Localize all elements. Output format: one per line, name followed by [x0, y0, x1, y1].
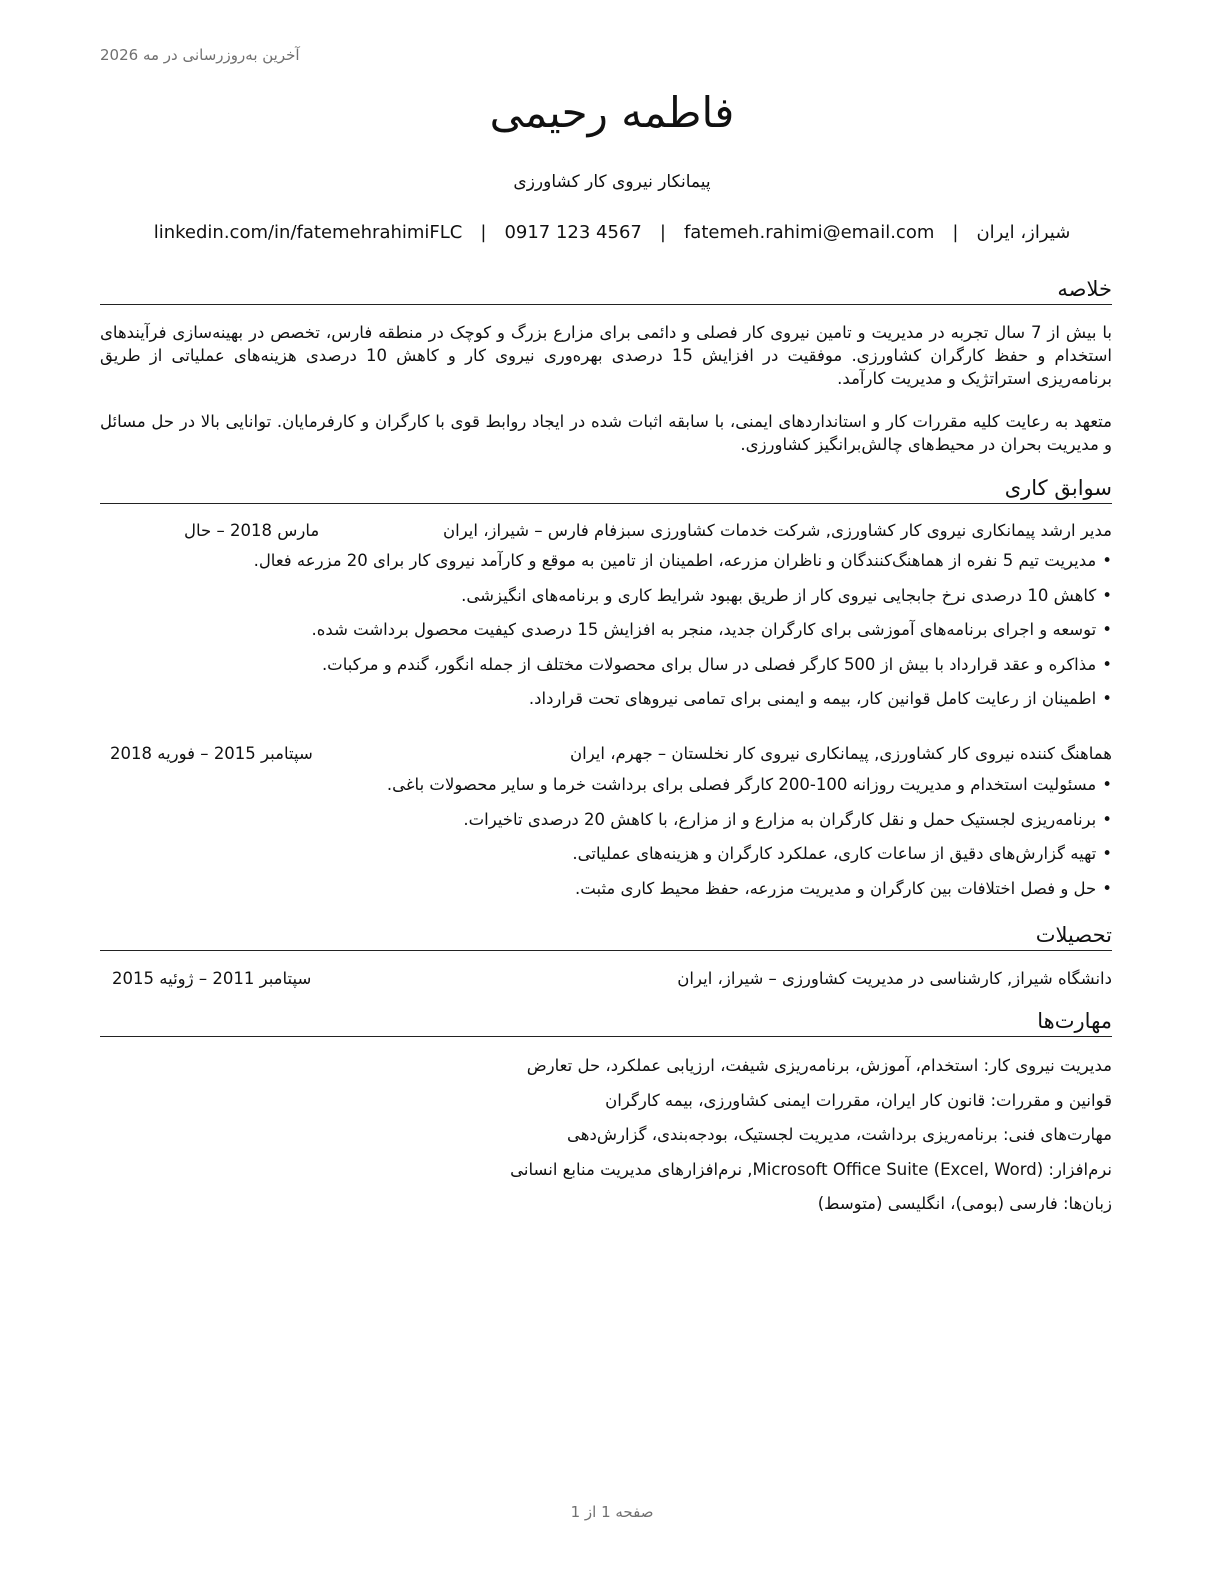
skill-item: نرم‌افزار: Microsoft Office Suite (Excel, Word), نرم‌افزارهای مدیریت منابع انسانی: [510, 1159, 1112, 1179]
section-heading-summary: خلاصه: [100, 276, 1112, 305]
contact-separator: |: [480, 222, 487, 243]
page-number: صفحه 1 از 1: [570, 1503, 654, 1521]
contact-line: [100, 222, 1124, 243]
job-bullets: [100, 773, 1112, 911]
skill-item: قوانین و مقررات: قانون کار ایران، مقررات ایمنی کشاورزی، بیمه کارگران: [605, 1090, 1112, 1110]
contact-email[interactable]: fatemeh.rahimi@email.com: [683, 222, 935, 243]
education-dates: سپتامبر 2011 – ژوئیه 2015: [112, 969, 312, 988]
list-item: •تهیه گزارش‌های دقیق از ساعات کاری، عملکرد کارگران و هزینه‌های عملیاتی.: [572, 844, 1112, 863]
skill-item: مدیریت نیروی کار: استخدام، آموزش، برنامه‌ریزی شیفت، ارزیابی عملکرد، حل تعارض: [526, 1056, 1112, 1075]
job-header: [100, 742, 1112, 766]
list-item: •اطمینان از رعایت کامل قوانین کار، بیمه و ایمنی برای تمامی نیروهای تحت قرارداد.: [528, 689, 1112, 708]
candidate-name: فاطمه رحیمی: [489, 88, 735, 137]
section-heading-experience: سوابق کاری: [100, 475, 1112, 504]
job-role: هماهنگ کننده نیروی کار کشاورزی, پیمانکاری نیروی کار نخلستان – جهرم، ایران: [570, 744, 1112, 763]
list-item: •مسئولیت استخدام و مدیریت روزانه 100-200 کارگر فصلی برای برداشت خرما و سایر محصولات باغی.: [386, 775, 1112, 794]
skill-item: زبان‌ها: فارسی (بومی)، انگلیسی (متوسط): [817, 1194, 1112, 1213]
list-item: •برنامه‌ریزی لجستیک حمل و نقل کارگران به مزارع و از مزارع، با کاهش 20 درصدی تاخیرات.: [463, 809, 1112, 829]
job-dates: مارس 2018 – حال: [184, 521, 320, 540]
section-heading-education: تحصیلات: [100, 922, 1112, 951]
summary-paragraph: متعهد به رعایت کلیه مقررات کار و استانداردهای ایمنی، با سابقه اثبات شده در ایجاد روابط قوی با کارگران و کارفرمایان. توانایی بالا در حل مسائل و مدیریت بحران در محیط‌های چالش‌برانگیز کشاورزی.: [100, 412, 1112, 454]
skills-list: [100, 1054, 1112, 1227]
education-institution: دانشگاه شیراز, کارشناسی در مدیریت کشاورزی – شیراز، ایران: [677, 969, 1112, 988]
last-updated-note: آخرین به‌روزرسانی در مه 2026: [100, 46, 300, 64]
list-item: •توسعه و اجرای برنامه‌های آموزشی برای کارگران جدید، منجر به افزایش 15 درصدی کیفیت محصول برداشت شده.: [311, 620, 1112, 639]
education-entry: [100, 967, 1112, 991]
section-heading-skills: مهارت‌ها: [100, 1008, 1112, 1037]
contact-separator: |: [659, 222, 666, 243]
contact-location: شیراز، ایران: [976, 222, 1071, 243]
contact-linkedin[interactable]: linkedin.com/in/fatemehrahimiFLC: [153, 222, 463, 243]
list-item: •مدیریت تیم 5 نفره از هماهنگ‌کنندگان و ناظران مزرعه، اطمینان از تامین به موقع و کارآمد نیروی کار برای 20 مزرعه فعال.: [253, 551, 1112, 570]
list-item: •کاهش 10 درصدی نرخ جابجایی نیروی کار از طریق بهبود شرایط کاری و برنامه‌های انگیزشی.: [461, 585, 1112, 605]
summary-paragraph: با بیش از 7 سال تجربه در مدیریت و تامین نیروی کار فصلی و دائمی برای مزارع بزرگ و کوچک در منطقه فارس، تخصص در بهینه‌سازی فرآیندهای استخدام و حفظ کارگران کشاورزی. موفقیت در افزایش 15 درصدی بهره‌وری نیروی کار و کاهش 10 درصدی هزینه‌های عملیاتی از طریق برنامه‌ریزی استراتژیک و مدیریت کارآمد.: [100, 323, 1112, 388]
skill-item: مهارت‌های فنی: برنامه‌ریزی برداشت، مدیریت لجستیک، بودجه‌بندی، گزارش‌دهی: [567, 1125, 1112, 1144]
job-header: [100, 519, 1112, 543]
list-item: •مذاکره و عقد قرارداد با بیش از 500 کارگر فصلی در سال برای محصولات مختلف از جمله انگور، گندم و مرکبات.: [321, 654, 1112, 674]
list-item: •حل و فصل اختلافات بین کارگران و مدیریت مزرعه، حفظ محیط کاری مثبت.: [575, 878, 1112, 898]
candidate-title: پیمانکار نیروی کار کشاورزی: [513, 172, 711, 192]
contact-phone: 0917 123 4567: [504, 222, 642, 243]
job-bullets: [100, 549, 1112, 722]
job-dates: سپتامبر 2015 – فوریه 2018: [110, 744, 313, 763]
contact-separator: |: [952, 222, 959, 243]
job-role: مدیر ارشد پیمانکاری نیروی کار کشاورزی, شرکت خدمات کشاورزی سبزفام فارس – شیراز، ایران: [443, 521, 1112, 540]
